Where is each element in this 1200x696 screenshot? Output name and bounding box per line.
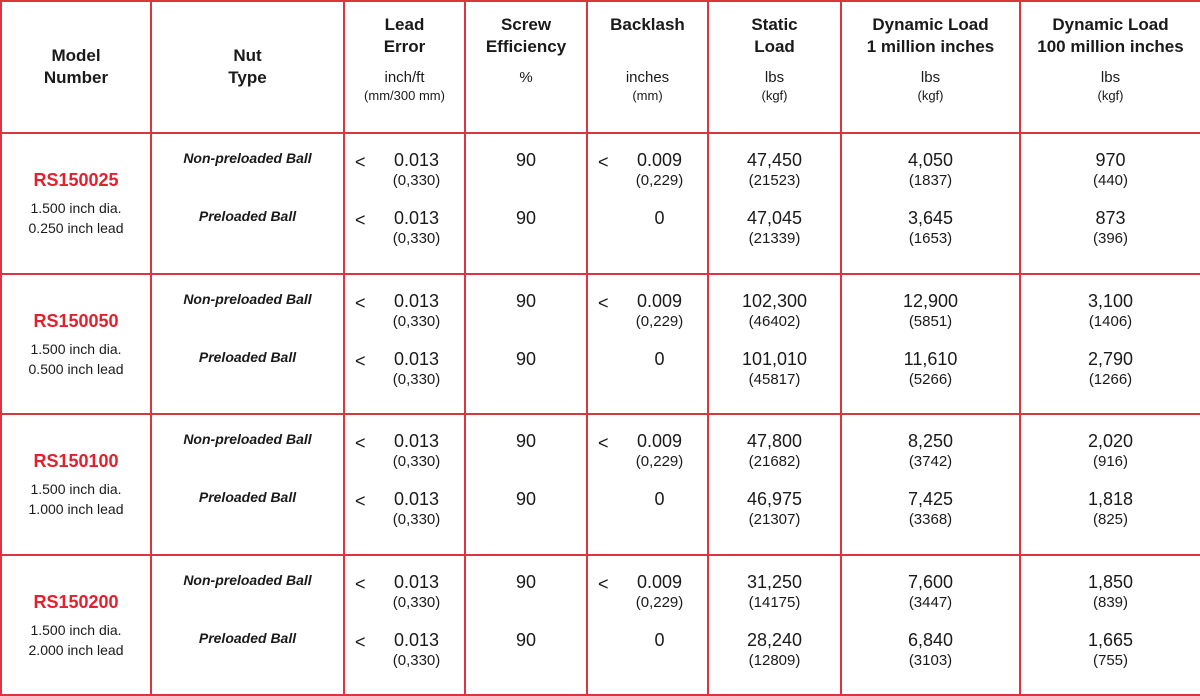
header-unit: lbs (1100, 69, 1121, 86)
header-title-line: Dynamic Load (1052, 15, 1169, 34)
backlash-mm: (0,229) (635, 312, 684, 330)
dynamic-load-1m-lbs: 8,250 (907, 431, 954, 452)
static-load-lbs: 101,010 (741, 348, 808, 369)
dynamic-load-100m-kgf: (825) (1092, 511, 1129, 529)
lead-error-cell (344, 274, 465, 415)
header-row (1, 1, 1200, 133)
efficiency-cell (465, 555, 587, 696)
dynamic-load-100m-lbs: 1,665 (1087, 629, 1134, 650)
lead-error-mm: (0,330) (392, 511, 441, 529)
efficiency-value: 90 (515, 571, 537, 592)
dynamic-load-1m-lbs: 4,050 (907, 150, 954, 171)
nut-type-cell (151, 414, 344, 555)
dynamic-load-1m-kgf: (1837) (908, 172, 953, 190)
dynamic-load-100m-lbs: 2,790 (1087, 348, 1134, 369)
backlash-cell (587, 274, 708, 415)
table-row (1, 555, 1200, 696)
dynamic-load-1m-cell (841, 274, 1020, 415)
efficiency-cell (465, 274, 587, 415)
dynamic-load-1m-lbs: 11,610 (903, 348, 958, 369)
header-unit-sub: (kgf) (917, 88, 944, 103)
nut-type-label: Preloaded Ball (198, 489, 297, 506)
header-unit-sub: (kgf) (1097, 88, 1124, 103)
dynamic-load-1m-kgf: (3742) (908, 453, 953, 471)
less-than-sign: < (355, 433, 366, 454)
lead-error-value: 0.013 (393, 489, 440, 510)
efficiency-value: 90 (515, 431, 537, 452)
model-lead: 0.500 inch lead (28, 360, 124, 377)
lead-error-cell (344, 133, 465, 274)
model-cell (1, 555, 151, 696)
static-load-kgf: (14175) (748, 593, 801, 611)
dynamic-load-100m-kgf: (396) (1092, 230, 1129, 248)
less-than-sign: < (355, 350, 366, 371)
nut-type-label: Non-preloaded Ball (183, 571, 312, 588)
header-model-number (1, 1, 151, 133)
static-load-lbs: 28,240 (746, 629, 803, 650)
header-title-line: Type (228, 68, 267, 87)
lead-error-value: 0.013 (393, 348, 440, 369)
header-dynamic-load-1m (841, 1, 1020, 133)
dynamic-load-1m-lbs: 6,840 (907, 629, 954, 650)
less-than-sign: < (355, 292, 366, 313)
model-lead: 0.250 inch lead (28, 220, 124, 237)
static-load-kgf: (21523) (748, 172, 801, 190)
header-title-line: Number (43, 68, 109, 87)
header-title-line: Dynamic Load (872, 15, 989, 34)
header-title-line: Screw (500, 15, 552, 34)
efficiency-value: 90 (515, 290, 537, 311)
less-than-sign: < (598, 433, 609, 454)
header-title-line: Lead (384, 15, 425, 34)
efficiency-value: 90 (515, 489, 537, 510)
model-diameter: 1.500 inch dia. (30, 200, 122, 217)
header-unit: % (519, 69, 533, 86)
dynamic-load-1m-lbs: 3,645 (907, 208, 954, 229)
dynamic-load-100m-kgf: (1406) (1088, 312, 1133, 330)
model-cell (1, 133, 151, 274)
header-backlash (587, 1, 708, 133)
dynamic-load-1m-kgf: (5266) (908, 370, 953, 388)
less-than-sign: < (355, 631, 366, 652)
nut-type-cell (151, 555, 344, 696)
less-than-sign: < (598, 292, 609, 313)
static-load-kgf: (21307) (748, 511, 801, 529)
backlash-value: 0.009 (636, 150, 683, 171)
static-load-lbs: 31,250 (746, 571, 803, 592)
dynamic-load-1m-cell (841, 414, 1020, 555)
model-number: RS150050 (33, 310, 119, 331)
static-load-lbs: 46,975 (746, 489, 803, 510)
model-number: RS150100 (33, 451, 119, 472)
model-number: RS150025 (33, 170, 119, 191)
efficiency-value: 90 (515, 150, 537, 171)
less-than-sign: < (598, 152, 609, 173)
dynamic-load-100m-cell (1020, 133, 1200, 274)
dynamic-load-1m-kgf: (3447) (908, 593, 953, 611)
model-diameter: 1.500 inch dia. (30, 481, 122, 498)
dynamic-load-100m-kgf: (1266) (1088, 370, 1133, 388)
dynamic-load-100m-kgf: (916) (1092, 453, 1129, 471)
header-lead-error (344, 1, 465, 133)
lead-error-cell (344, 414, 465, 555)
dynamic-load-100m-lbs: 1,850 (1087, 571, 1134, 592)
lead-error-mm: (0,330) (392, 312, 441, 330)
table-row (1, 414, 1200, 555)
header-unit: lbs (764, 69, 785, 86)
dynamic-load-100m-kgf: (839) (1092, 593, 1129, 611)
header-dynamic-load-100m (1020, 1, 1200, 133)
dynamic-load-1m-cell (841, 133, 1020, 274)
nut-type-label: Non-preloaded Ball (183, 431, 312, 448)
header-title-line: Load (754, 37, 795, 56)
header-title-line: Nut (233, 46, 262, 65)
backlash-value: 0.009 (636, 431, 683, 452)
dynamic-load-1m-kgf: (3368) (908, 511, 953, 529)
lead-error-cell (344, 555, 465, 696)
lead-error-value: 0.013 (393, 629, 440, 650)
dynamic-load-100m-kgf: (440) (1092, 172, 1129, 190)
header-title-line: Model (51, 46, 101, 65)
header-title-line: 1 million inches (866, 37, 995, 56)
less-than-sign: < (355, 491, 366, 512)
header-unit: inch/ft (384, 69, 425, 86)
model-diameter: 1.500 inch dia. (30, 621, 122, 638)
dynamic-load-100m-kgf: (755) (1092, 651, 1129, 669)
efficiency-value: 90 (515, 208, 537, 229)
backlash-value: 0 (654, 629, 665, 650)
lead-error-mm: (0,330) (392, 172, 441, 190)
lead-error-value: 0.013 (393, 571, 440, 592)
dynamic-load-1m-lbs: 12,900 (902, 290, 959, 311)
model-number: RS150200 (33, 591, 119, 612)
static-load-cell (708, 133, 841, 274)
lead-error-mm: (0,330) (392, 370, 441, 388)
static-load-kgf: (12809) (748, 651, 801, 669)
model-diameter: 1.500 inch dia. (30, 340, 122, 357)
less-than-sign: < (355, 573, 366, 594)
backlash-value: 0.009 (636, 571, 683, 592)
dynamic-load-100m-lbs: 970 (1095, 150, 1126, 171)
dynamic-load-1m-kgf: (1653) (908, 230, 953, 248)
lead-error-mm: (0,330) (392, 453, 441, 471)
header-unit: inches (625, 69, 670, 86)
backlash-mm: (0,229) (635, 453, 684, 471)
dynamic-load-1m-kgf: (5851) (908, 312, 953, 330)
dynamic-load-100m-lbs: 873 (1095, 208, 1126, 229)
lead-error-value: 0.013 (393, 431, 440, 452)
nut-type-label: Non-preloaded Ball (183, 150, 312, 167)
static-load-lbs: 47,800 (746, 431, 803, 452)
nut-type-label: Preloaded Ball (198, 208, 297, 225)
efficiency-cell (465, 133, 587, 274)
static-load-cell (708, 555, 841, 696)
backlash-cell (587, 414, 708, 555)
dynamic-load-1m-lbs: 7,425 (907, 489, 954, 510)
dynamic-load-100m-lbs: 1,818 (1087, 489, 1134, 510)
backlash-cell (587, 555, 708, 696)
header-title-line: Backlash (610, 15, 685, 34)
table-body (1, 133, 1200, 695)
dynamic-load-100m-lbs: 3,100 (1087, 290, 1134, 311)
lead-error-value: 0.013 (393, 208, 440, 229)
model-lead: 1.000 inch lead (28, 501, 124, 518)
backlash-value: 0 (654, 489, 665, 510)
static-load-cell (708, 274, 841, 415)
lead-error-value: 0.013 (393, 150, 440, 171)
static-load-kgf: (21339) (748, 230, 801, 248)
header-title-line: Error (383, 37, 426, 56)
header-unit-sub: (kgf) (761, 88, 788, 103)
static-load-lbs: 47,045 (746, 208, 803, 229)
lead-error-value: 0.013 (393, 290, 440, 311)
table-row (1, 274, 1200, 415)
header-unit: lbs (920, 69, 941, 86)
less-than-sign: < (355, 152, 366, 173)
dynamic-load-100m-cell (1020, 274, 1200, 415)
static-load-kgf: (45817) (748, 370, 801, 388)
dynamic-load-100m-cell (1020, 414, 1200, 555)
header-unit-sub: (mm/300 mm) (364, 88, 445, 103)
nut-type-cell (151, 274, 344, 415)
backlash-value: 0.009 (636, 290, 683, 311)
dynamic-load-100m-cell (1020, 555, 1200, 696)
model-cell (1, 414, 151, 555)
backlash-mm: (0,229) (635, 593, 684, 611)
nut-type-label: Preloaded Ball (198, 629, 297, 646)
nut-type-cell (151, 133, 344, 274)
dynamic-load-1m-kgf: (3103) (908, 651, 953, 669)
lead-error-mm: (0,330) (392, 651, 441, 669)
backlash-mm: (0,229) (635, 172, 684, 190)
nut-type-label: Preloaded Ball (198, 348, 297, 365)
header-title-line: 100 million inches (1037, 37, 1184, 56)
nut-type-label: Non-preloaded Ball (183, 290, 312, 307)
lead-error-mm: (0,330) (392, 230, 441, 248)
header-title-line: Efficiency (485, 37, 567, 56)
header-nut-type (151, 1, 344, 133)
lead-error-mm: (0,330) (392, 593, 441, 611)
dynamic-load-1m-lbs: 7,600 (907, 571, 954, 592)
backlash-value: 0 (654, 208, 665, 229)
backlash-value: 0 (654, 348, 665, 369)
less-than-sign: < (355, 210, 366, 231)
efficiency-cell (465, 414, 587, 555)
dynamic-load-1m-cell (841, 555, 1020, 696)
backlash-cell (587, 133, 708, 274)
less-than-sign: < (598, 573, 609, 594)
model-lead: 2.000 inch lead (28, 641, 124, 658)
model-cell (1, 274, 151, 415)
efficiency-value: 90 (515, 629, 537, 650)
static-load-cell (708, 414, 841, 555)
table-row (1, 133, 1200, 274)
header-static-load (708, 1, 841, 133)
static-load-lbs: 102,300 (741, 290, 808, 311)
header-unit-sub: (mm) (632, 88, 663, 103)
header-title-line: Static (751, 15, 798, 34)
header-screw-efficiency (465, 1, 587, 133)
static-load-kgf: (46402) (748, 312, 801, 330)
static-load-kgf: (21682) (748, 453, 801, 471)
dynamic-load-100m-lbs: 2,020 (1087, 431, 1134, 452)
static-load-lbs: 47,450 (746, 150, 803, 171)
efficiency-value: 90 (515, 348, 537, 369)
